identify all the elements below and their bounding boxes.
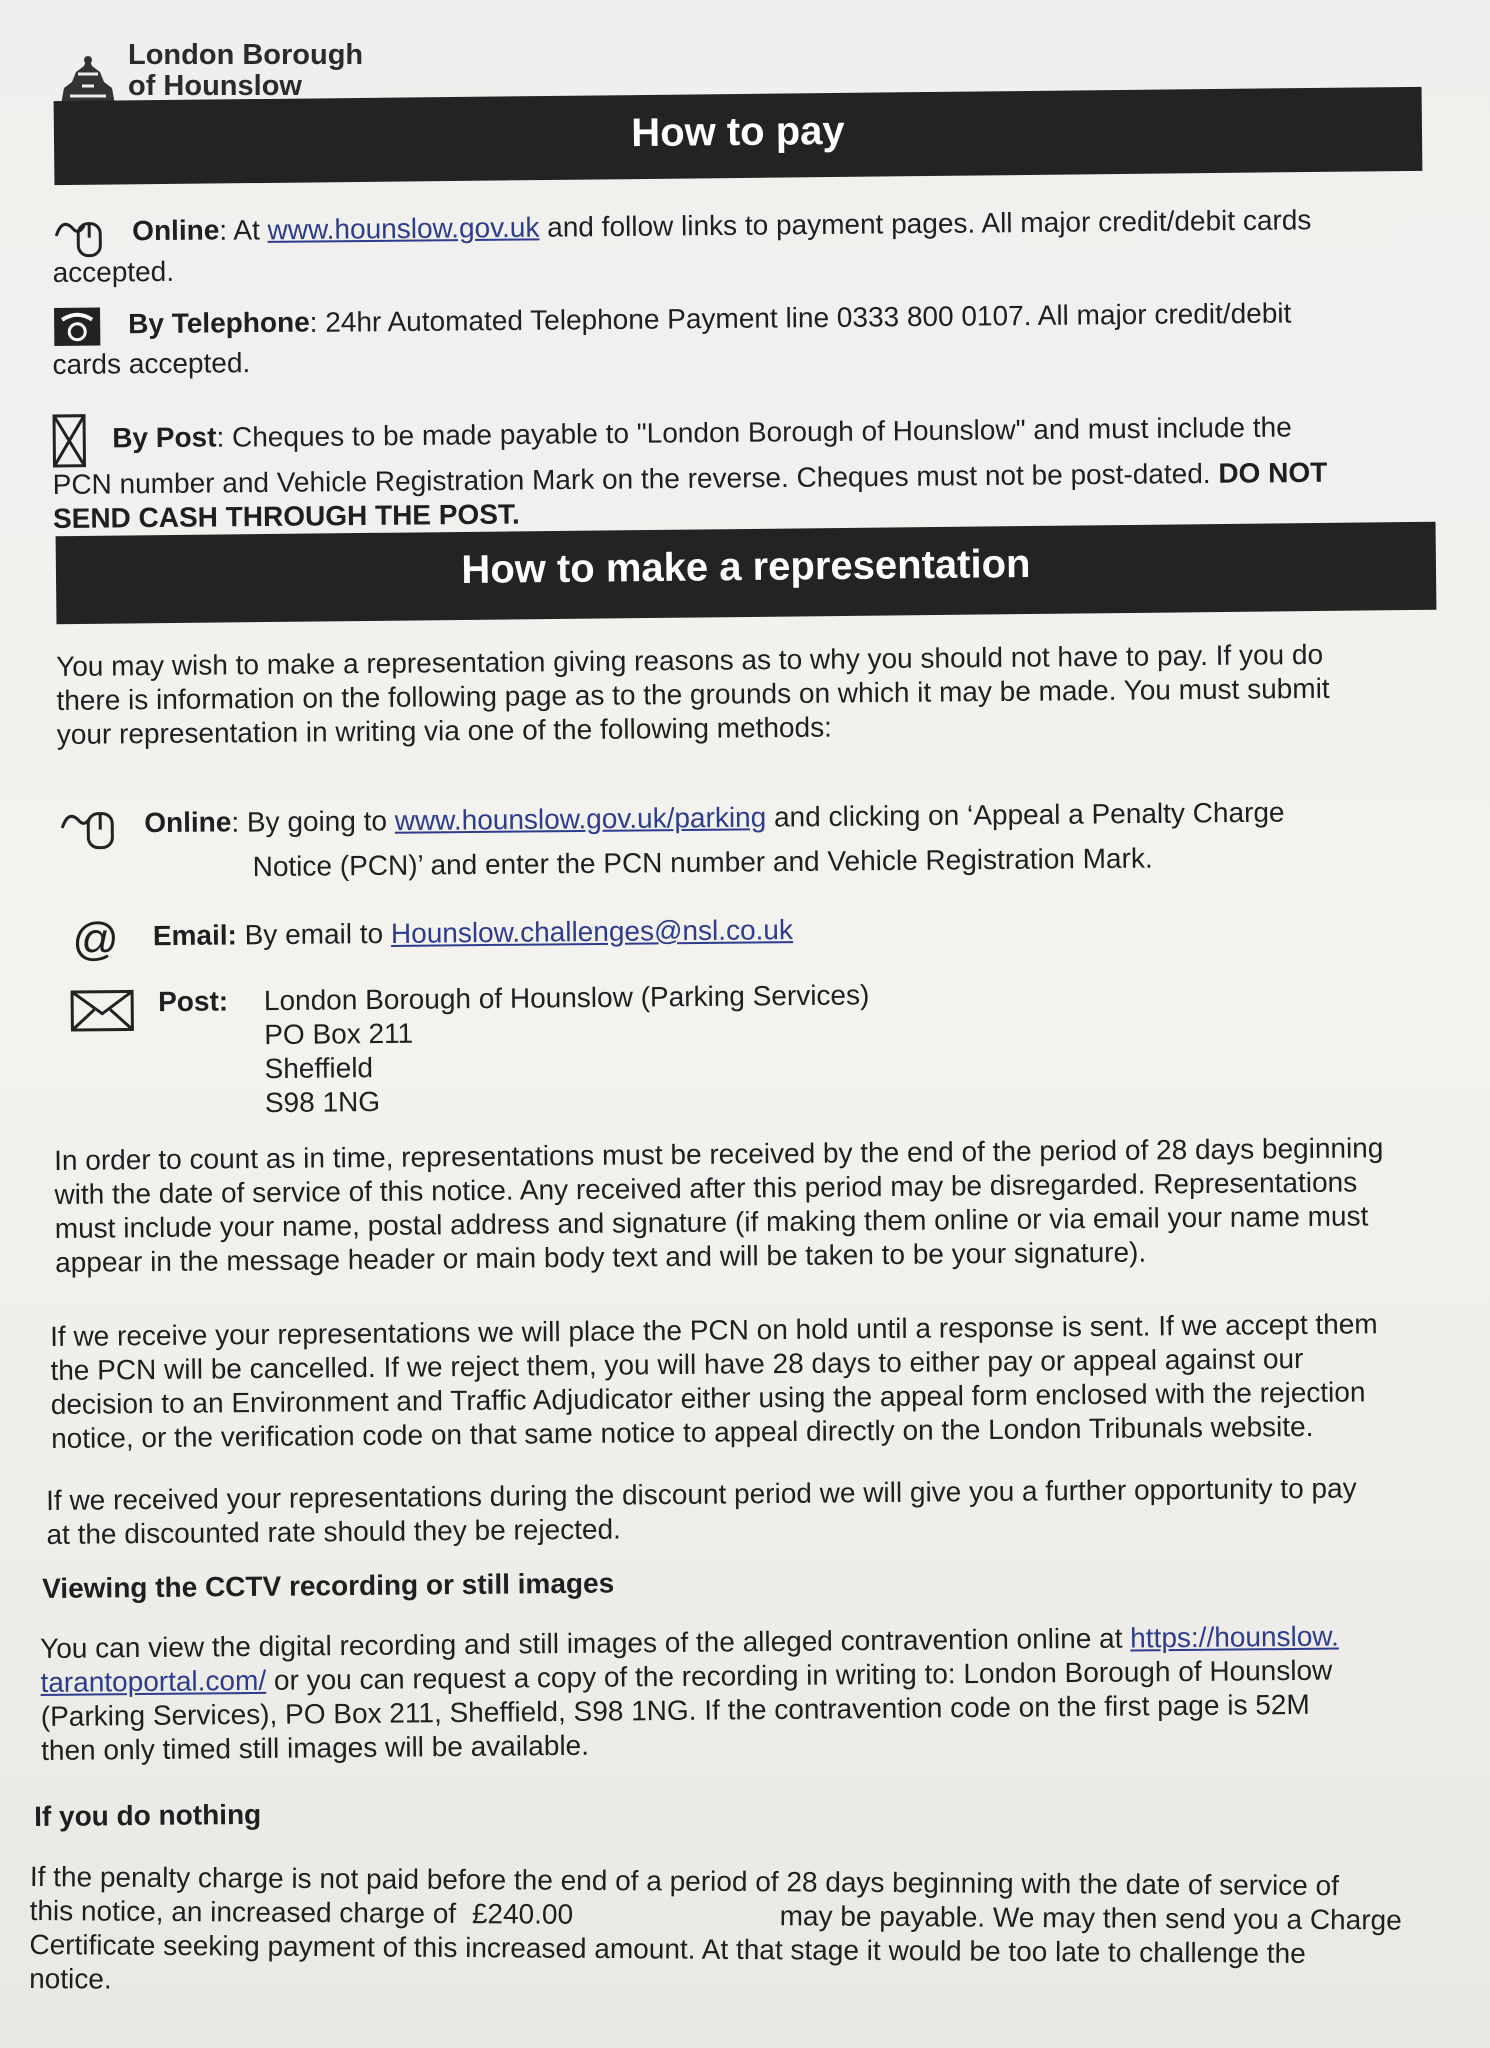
nothing-line-3: Certificate seeking payment of this increased amount. At that stage it would be too late to challenge the <box>29 1928 1306 1969</box>
pay-online-prefix: : At <box>219 214 260 246</box>
p3-line-2: at the discounted rate should they be rejected. <box>46 1513 621 1550</box>
cctv-line-3: (Parking Services), PO Box 211, Sheffield, S98 1NG. If the contravention code on the first page is 52M <box>40 1688 1310 1732</box>
rep-online-label: Online <box>144 806 232 839</box>
address-line-4: S98 1NG <box>264 1086 381 1119</box>
address-line-3: Sheffield <box>264 1052 374 1085</box>
cctv-portal-link-part2[interactable]: tarantoportal.com/ <box>40 1664 267 1698</box>
p2-line-2: the PCN will be cancelled. If we reject them, you will have 28 days to either pay or appeal against our <box>50 1342 1304 1386</box>
at-sign-icon: @ <box>71 912 120 965</box>
pay-post <box>52 401 1443 536</box>
address-line-2: PO Box 211 <box>264 1017 414 1051</box>
council-name <box>128 40 363 102</box>
cctv-portal-link-part1[interactable]: https://hounslow. <box>1130 1620 1339 1654</box>
p3-line-1: If we received your representations during the discount period we will give you a further opportunity to pay <box>46 1472 1357 1516</box>
hounslow-website-link[interactable]: www.hounslow.gov.uk <box>267 211 540 246</box>
intro-line-3: your representation in writing via one of the following methods: <box>56 711 833 750</box>
pay-telephone-label: By Telephone <box>128 306 310 340</box>
hold-paragraph <box>50 1307 1451 1456</box>
envelope-icon <box>52 414 87 468</box>
pay-post-warning-b: SEND CASH THROUGH THE POST. <box>52 498 520 534</box>
p2-line-1: If we receive your representations we will place the PCN on hold until a response is sent. If we accept them <box>50 1308 1378 1352</box>
section-header-representation: How to make a representation <box>56 522 1437 624</box>
nothing-line-2-text-a: this notice, an increased charge of <box>29 1894 457 1929</box>
discount-paragraph <box>46 1470 1457 1552</box>
pay-online-label: Online <box>132 214 220 247</box>
p2-line-4: notice, or the verification code on that same notice to appeal directly on the London Tribunals website. <box>50 1410 1314 1454</box>
nothing-paragraph <box>29 1860 1460 2006</box>
pay-post-warning-a: DO NOT <box>1218 456 1328 489</box>
rep-online-suffix: and clicking on ‘Appeal a Penalty Charge <box>773 796 1285 833</box>
pay-telephone-continued: cards accepted. <box>52 347 251 380</box>
computer-mouse-icon <box>52 209 106 258</box>
rep-online-prefix: : By going to <box>231 805 388 838</box>
representation-intro <box>56 637 1437 752</box>
pay-online-continued: accepted. <box>52 255 175 288</box>
nothing-line-2-text-b: may be payable. We may then send you a Charge <box>779 1900 1402 1936</box>
rep-online-line2: Notice (PCN)’ and enter the PCN number and Vehicle Registration Mark. <box>252 842 1153 883</box>
section-header-how-to-pay: How to pay <box>54 87 1423 185</box>
pay-online-suffix: and follow links to payment pages. All major credit/debit cards <box>547 204 1312 243</box>
council-name-line1: London Borough <box>128 39 364 71</box>
address-line-1: London Borough of Hounslow (Parking Services) <box>263 979 870 1017</box>
rep-online <box>58 787 1429 886</box>
pay-telephone <box>52 293 1433 382</box>
rep-post <box>70 977 971 1122</box>
rep-email-label: Email: <box>152 919 238 952</box>
cctv-line-4: then only timed still images will be available. <box>40 1729 590 1766</box>
rep-post-label: Post: <box>158 985 229 1018</box>
cctv-line-1-text: You can view the digital recording and still images of the alleged contravention online at <box>40 1622 1123 1664</box>
email-address-link[interactable]: Hounslow.challenges@nsl.co.uk <box>390 914 794 949</box>
pay-telephone-text: : 24hr Automated Telephone Payment line 0333 800 0107. All major credit/debit <box>309 297 1292 338</box>
p1-line-4: appear in the message header or main body text and will be taken to be your signature). <box>54 1236 1147 1278</box>
nothing-line-4: notice. <box>29 1962 112 1995</box>
rep-email <box>71 908 1372 965</box>
cctv-heading: Viewing the CCTV recording or still images <box>42 1567 615 1604</box>
rep-email-prefix: By email to <box>244 918 384 951</box>
nothing-heading: If you do nothing <box>34 1798 262 1832</box>
cctv-paragraph <box>40 1618 1461 1768</box>
time-limit-paragraph <box>54 1131 1435 1280</box>
pay-post-text: : Cheques to be made payable to "London Borough of Hounslow" and must include the <box>216 411 1292 453</box>
intro-line-1: You may wish to make a representation giving reasons as to why you should not have to pay. If you do <box>56 638 1324 682</box>
pay-post-line2-text: PCN number and Vehicle Registration Mark on the reverse. Cheques must not be post-dated. <box>52 457 1211 500</box>
postal-address <box>264 978 871 1120</box>
p1-line-1: In order to count as in time, representations must be received by the end of the period of 28 days beginning <box>54 1132 1384 1176</box>
cctv-line-2-text: or you can request a copy of the recording in writing to: London Borough of Hounslow <box>273 1654 1333 1696</box>
council-name-line2: of Hounslow <box>128 70 302 102</box>
hounslow-parking-link[interactable]: www.hounslow.gov.uk/parking <box>394 801 767 837</box>
pay-post-label: By Post <box>112 421 217 454</box>
p1-line-3: must include your name, postal address and signature (if making them online or via email your name must <box>54 1200 1369 1244</box>
increased-charge-amount: £240.00 <box>471 1898 574 1930</box>
p1-line-2: with the date of service of this notice. Any received after this period may be disregarded. Representations <box>54 1166 1358 1210</box>
computer-mouse-icon <box>58 799 118 852</box>
p2-line-3: decision to an Environment and Traffic Adjudicator either using the appeal form enclosed with the rejection <box>50 1376 1366 1420</box>
envelope-icon <box>70 989 134 1032</box>
pay-online <box>52 197 1433 290</box>
nothing-line-1: If the penalty charge is not paid before the end of a period of 28 days beginning with the date of service of <box>29 1861 1340 1902</box>
telephone-icon <box>52 306 102 348</box>
intro-line-2: there is information on the following page as to the grounds on which it may be made. You must submit <box>56 672 1330 716</box>
